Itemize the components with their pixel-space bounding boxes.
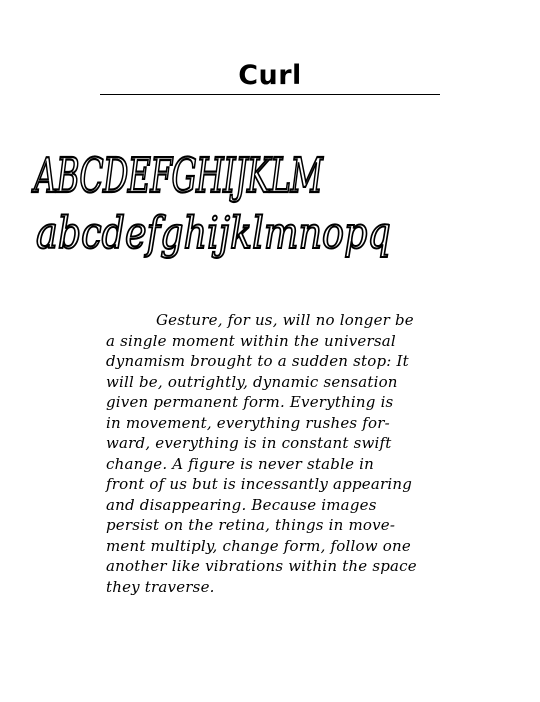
sample-line: in movement, everything rushes for-	[106, 413, 390, 432]
sample-line: another like vibrations within the space	[106, 557, 417, 575]
sample-paragraph	[106, 310, 438, 597]
sample-line: and disappearing. Because images	[106, 495, 377, 514]
sample-line: Gesture, for us, will no longer be	[156, 311, 414, 329]
sample-line: front of us but is incessantly appearing	[106, 475, 413, 493]
sample-line: change. A figure is never stable in	[106, 454, 374, 473]
lowercase-specimen: abcdefghijklmnopq	[36, 208, 391, 259]
uppercase-specimen: ABCDEFGHIJKLM	[34, 148, 323, 204]
sample-line: dynamism brought to a sudden stop: It	[106, 352, 409, 370]
sample-line: persist on the retina, things in move-	[106, 516, 396, 534]
sample-line: ward, everything is in constant swift	[106, 434, 392, 452]
sample-line: a single moment within the universal	[106, 331, 396, 350]
page-title: Curl	[238, 60, 302, 91]
title-divider	[100, 94, 440, 95]
sample-line: will be, outrightly, dynamic sensation	[106, 372, 398, 391]
sample-line: they traverse.	[106, 577, 215, 596]
sample-line: given permanent form. Everything is	[106, 393, 394, 411]
sample-line: ment multiply, change form, follow one	[106, 536, 411, 555]
